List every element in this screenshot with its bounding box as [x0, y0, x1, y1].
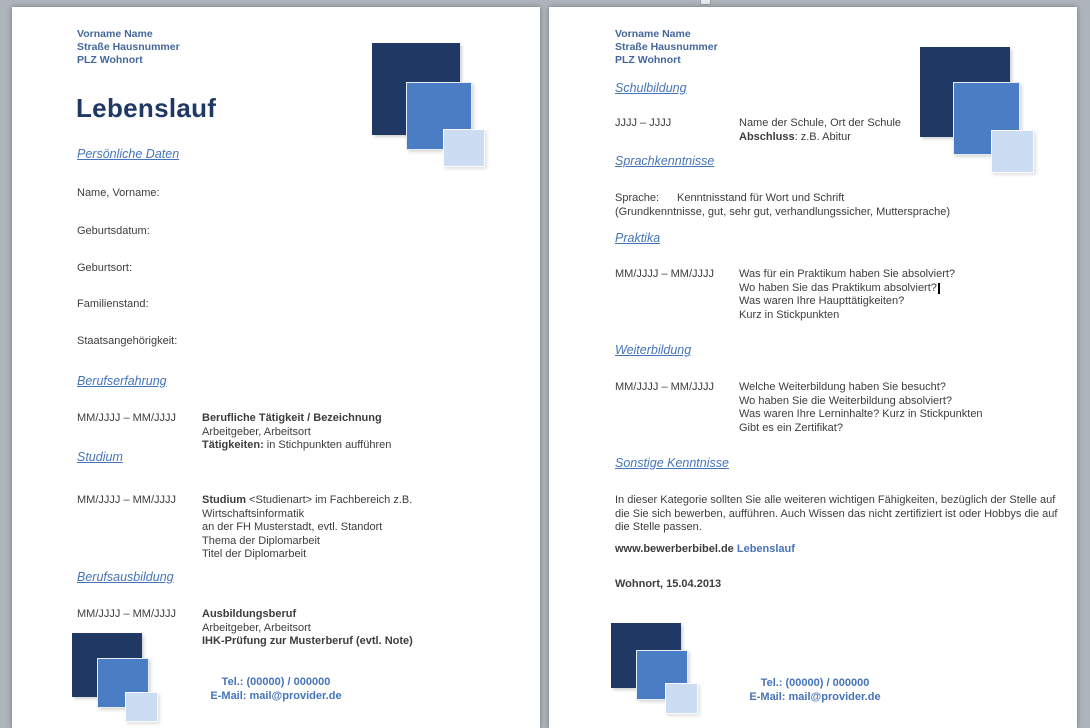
study-line: Wirtschaftsinformatik [202, 507, 305, 520]
page-widget-icon[interactable] [700, 0, 711, 5]
contact-street: Straße Hausnummer [77, 41, 180, 53]
languages-note: (Grundkenntnisse, gut, sehr gut, verhandlungssicher, Muttersprache) [615, 206, 951, 218]
page-footer [151, 675, 401, 703]
school-details [739, 117, 901, 144]
apprenticeship-line: Ausbildungsberuf [202, 608, 297, 620]
field-label-nationality: Staatsangehörigkeit: [77, 335, 178, 347]
field-label-birthplace: Geburtsort: [77, 262, 133, 274]
language-value: Kenntnisstand für Wort und Schrift [677, 192, 845, 204]
language-label: Sprache: [615, 192, 660, 204]
school-date-range: JJJJ – JJJJ [615, 117, 672, 129]
footer-email-line: E-Mail: mail@provider.de [210, 690, 342, 702]
school-line: Abschluss: z.B. Abitur [739, 130, 851, 143]
study-line: an der FH Musterstadt, evtl. Standort [202, 521, 383, 533]
contact-block [77, 28, 180, 67]
internships-line: Kurz in Stickpunkten [739, 308, 840, 321]
page-1[interactable] [12, 7, 540, 728]
website-line [615, 543, 795, 557]
contact-city: PLZ Wohnort [615, 54, 681, 66]
page-title: Lebenslauf [76, 93, 217, 123]
contact-block [615, 28, 718, 67]
study-date-range: MM/JJJJ – MM/JJJJ [77, 494, 176, 506]
school-line: Name der Schule, Ort der Schule [739, 117, 902, 129]
section-heading-internships: Praktika [615, 231, 661, 245]
training-line: Was waren Ihre Lerninhalte? Kurz in Stickpunkten [739, 408, 983, 420]
contact-name: Vorname Name [615, 28, 691, 40]
experience-line: Tätigkeiten: in Stichpunkten aufführen [202, 439, 392, 451]
section-heading-study: Studium [77, 450, 123, 464]
study-line: Titel der Diplomarbeit [202, 548, 307, 560]
experience-line: Arbeitgeber, Arbeitsort [202, 425, 311, 438]
decor-square-light-icon [443, 129, 485, 167]
page-footer [690, 676, 940, 704]
other-paragraph: In dieser Kategorie sollten Sie alle weiteren wichtigen Fähigkeiten, bezüglich der Stelle auf die Sie sich bewerben, aufführen. Auch Wissen das nicht zertifiziert ist oder Hobbys die auf die Stelle passen. [615, 494, 1058, 533]
internships-line: Wo haben Sie das Praktikum absolviert? [739, 282, 955, 296]
study-line: Studium <Studienart> im Fachbereich z.B. [202, 494, 413, 506]
section-heading-apprenticeship: Berufsausbildung [77, 570, 174, 584]
section-heading-personal: Persönliche Daten [77, 147, 180, 161]
apprenticeship-date-range: MM/JJJJ – MM/JJJJ [77, 608, 176, 620]
apprenticeship-details [202, 608, 413, 649]
contact-city: PLZ Wohnort [77, 54, 143, 66]
field-label-name: Name, Vorname: [77, 187, 160, 199]
section-heading-training: Weiterbildung [615, 343, 692, 357]
email-link[interactable]: mail@provider.de [249, 690, 342, 702]
training-line: Wo haben Sie die Weiterbildung absolviert? [739, 394, 953, 407]
internships-date-range: MM/JJJJ – MM/JJJJ [615, 268, 714, 280]
footer-tel: Tel.: (00000) / 000000 [221, 676, 331, 688]
section-heading-other: Sonstige Kenntnisse [615, 456, 729, 470]
training-line: Welche Weiterbildung haben Sie besucht? [739, 381, 946, 393]
training-date-range: MM/JJJJ – MM/JJJJ [615, 381, 714, 393]
apprenticeship-line: Arbeitgeber, Arbeitsort [202, 621, 311, 634]
email-link[interactable]: mail@provider.de [788, 691, 881, 703]
training-line: Gibt es ein Zertifikat? [739, 421, 843, 434]
study-details [202, 494, 412, 562]
experience-date-range: MM/JJJJ – MM/JJJJ [77, 412, 176, 424]
footer-email-line: E-Mail: mail@provider.de [749, 691, 881, 703]
field-label-birthdate: Geburtsdatum: [77, 225, 150, 237]
training-details [739, 381, 983, 435]
page-2[interactable] [549, 7, 1077, 728]
apprenticeship-line: IHK-Prüfung zur Musterberuf (evtl. Note) [202, 635, 413, 647]
section-heading-languages: Sprachkenntnisse [615, 154, 715, 168]
signature-line: Wohnort, 15.04.2013 [615, 578, 722, 590]
internships-line: Was waren Ihre Haupttätigkeiten? [739, 295, 905, 307]
section-heading-school: Schulbildung [615, 81, 687, 95]
decor-square-light-icon [991, 130, 1034, 173]
internships-details [739, 268, 955, 322]
experience-details [202, 412, 391, 453]
website-link-label[interactable]: Lebenslauf [736, 543, 795, 555]
website-url[interactable]: www.bewerberbibel.de [615, 543, 734, 555]
experience-line: Berufliche Tätigkeit / Bezeichnung [202, 412, 382, 424]
languages-line [615, 192, 844, 206]
text-cursor [938, 283, 940, 294]
contact-name: Vorname Name [77, 28, 153, 40]
footer-tel: Tel.: (00000) / 000000 [760, 677, 870, 689]
section-heading-experience: Berufserfahrung [77, 374, 167, 388]
internships-line: Was für ein Praktikum haben Sie absolviert? [739, 268, 956, 280]
field-label-maritalstatus: Familienstand: [77, 298, 149, 310]
contact-street: Straße Hausnummer [615, 41, 718, 53]
study-line: Thema der Diplomarbeit [202, 534, 320, 547]
